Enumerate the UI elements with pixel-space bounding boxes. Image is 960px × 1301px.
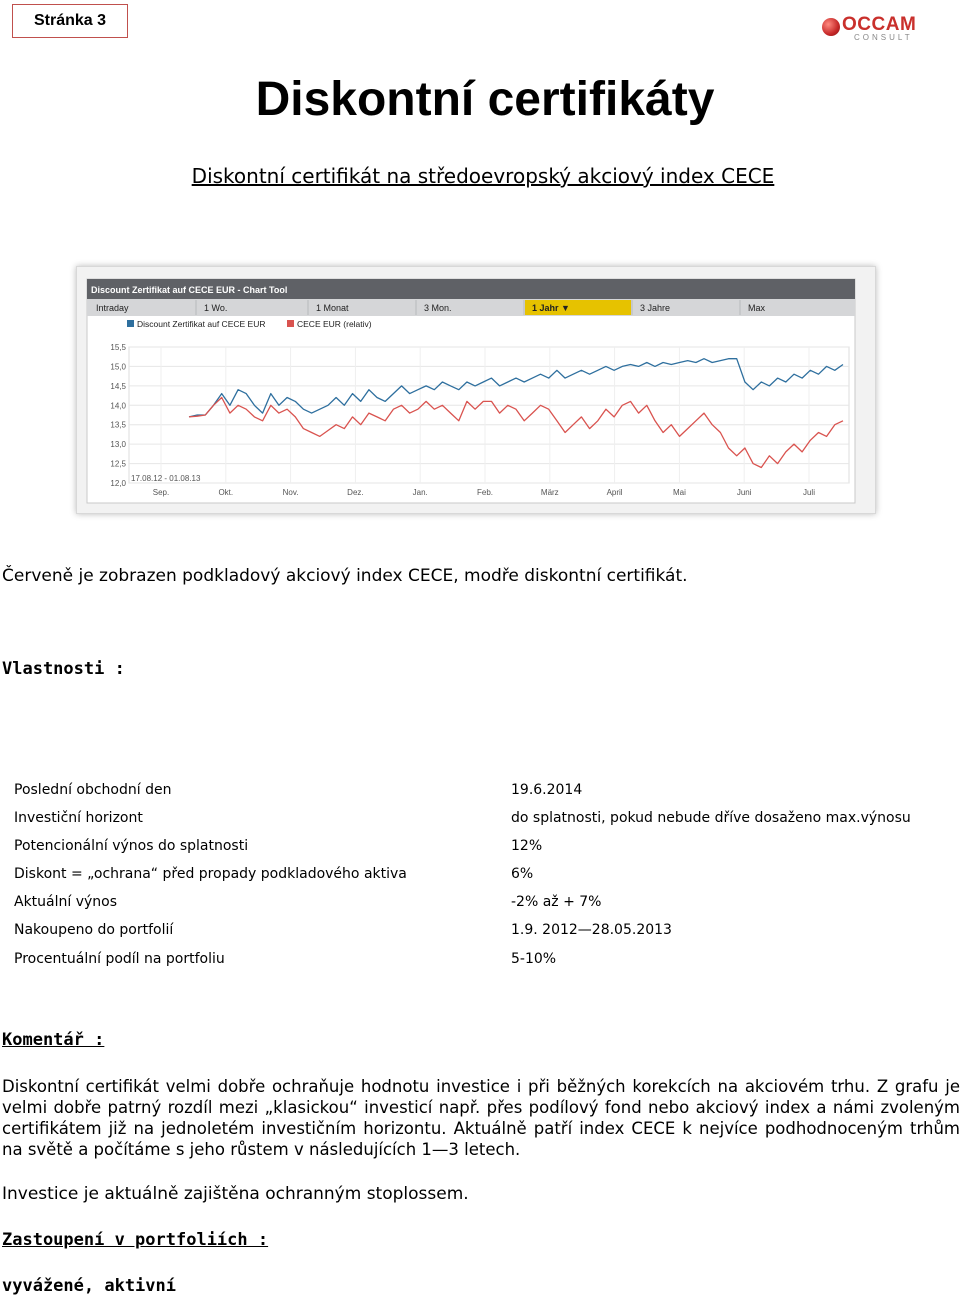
document-title: Diskontní certifikáty [255, 73, 715, 126]
chart-window-title: Discount Zertifikat auf CECE EUR - Chart Tool [91, 285, 288, 295]
x-tick-label: Juli [802, 488, 816, 497]
logo-word: OCCAM [842, 14, 917, 35]
document-subtitle: Diskontní certifikát na středoevropský akciový index CECE [191, 164, 775, 188]
logo-subword: CONSULT [854, 33, 913, 42]
plot-area [129, 347, 849, 483]
property-value: -2% až + 7% [511, 894, 602, 910]
properties-heading: Vlastnosti : [2, 659, 125, 679]
logo-globe-icon [822, 18, 840, 36]
property-label: Nakoupeno do portfolií [14, 922, 174, 938]
property-value: 12% [511, 838, 543, 854]
y-tick-label: 14,0 [110, 401, 126, 411]
legend-label-certificate: Discount Zertifikat auf CECE EUR [137, 319, 266, 329]
portfolio-value: vyvážené, aktivní [2, 1276, 176, 1296]
stoploss-note: Investice je aktuálně zajištěna ochranným stoplossem. [2, 1184, 469, 1204]
occam-logo [820, 14, 920, 44]
chart-caption: Červeně je zobrazen podkladový akciový index CECE, modře diskontní certifikát. [2, 566, 688, 586]
chart-tab-5[interactable]: 3 Jahre [640, 303, 671, 313]
comment-heading: Komentář : [2, 1030, 105, 1050]
x-tick-label: Juni [736, 488, 752, 497]
y-tick-label: 13,0 [110, 440, 126, 450]
property-label: Investiční horizont [14, 810, 143, 826]
chart-tab-2[interactable]: 1 Monat [316, 303, 349, 313]
x-tick-label: Nov. [282, 488, 299, 497]
x-tick-label: Dez. [347, 488, 364, 497]
x-tick-label: März [540, 488, 559, 497]
property-label: Poslední obchodní den [14, 782, 172, 798]
property-value: 19.6.2014 [511, 782, 583, 798]
x-tick-label: Jan. [412, 488, 428, 497]
chart-tab-4[interactable]: 1 Jahr ▼ [532, 303, 570, 313]
y-tick-label: 14,5 [110, 381, 126, 391]
property-label: Aktuální výnos [14, 894, 118, 910]
y-tick-label: 15,5 [110, 343, 126, 352]
property-value: do splatnosti, pokud nebude dříve dosaženo max.výnosu [511, 810, 911, 826]
chart-tool-window [76, 266, 876, 514]
y-tick-label: 13,5 [110, 420, 126, 430]
x-tick-label: Mai [672, 488, 686, 497]
y-tick-label: 15,0 [110, 362, 126, 372]
property-value: 5-10% [511, 951, 557, 967]
x-tick-label: Feb. [476, 488, 494, 497]
y-tick-label: 12,5 [110, 459, 126, 469]
x-tick-label: April [606, 488, 623, 497]
property-value: 6% [511, 866, 534, 882]
page-number-box [12, 4, 128, 38]
portfolio-heading: Zastoupení v portfoliích : [2, 1230, 269, 1250]
chart-tool-svg [77, 267, 875, 513]
page-number-label: Stránka 3 [33, 12, 107, 29]
property-label: Diskont = „ochrana“ před propady podkladového aktiva [14, 866, 407, 882]
property-label: Procentuální podíl na portfoliu [14, 951, 225, 967]
x-tick-label: Okt. [218, 488, 234, 497]
chart-tab-1[interactable]: 1 Wo. [204, 303, 228, 313]
chart-tab-0[interactable]: Intraday [96, 303, 129, 313]
date-range-label: 17.08.12 - 01.08.13 [131, 474, 201, 483]
property-value: 1.9. 2012—28.05.2013 [511, 922, 672, 938]
property-label: Potencionální výnos do splatnosti [14, 838, 249, 854]
chart-tab-3[interactable]: 3 Mon. [424, 303, 452, 313]
comment-paragraph: Diskontní certifikát velmi dobře ochraňuje hodnotu investice i při běžných korekcích na akciovém trhu. Z grafu je velmi dobře patrný rozdíl mezi „klasickou“ investicí např. přes podílový fond nebo akciový index a námi zvoleným certifikátem již na jednoletém investičním horizontu. Aktuálně patří index CECE k nejvíce podhodnoceným trhům na světě a počítáme s jeho růstem v následujících 1—3 letech. [2, 1077, 960, 1159]
legend-swatch-certificate [127, 320, 134, 327]
y-tick-label: 12,0 [110, 479, 126, 488]
chart-tab-6[interactable]: Max [748, 303, 766, 313]
x-tick-label: Sep. [152, 488, 170, 497]
legend-label-index: CECE EUR (relativ) [297, 319, 372, 329]
legend-swatch-index [287, 320, 294, 327]
